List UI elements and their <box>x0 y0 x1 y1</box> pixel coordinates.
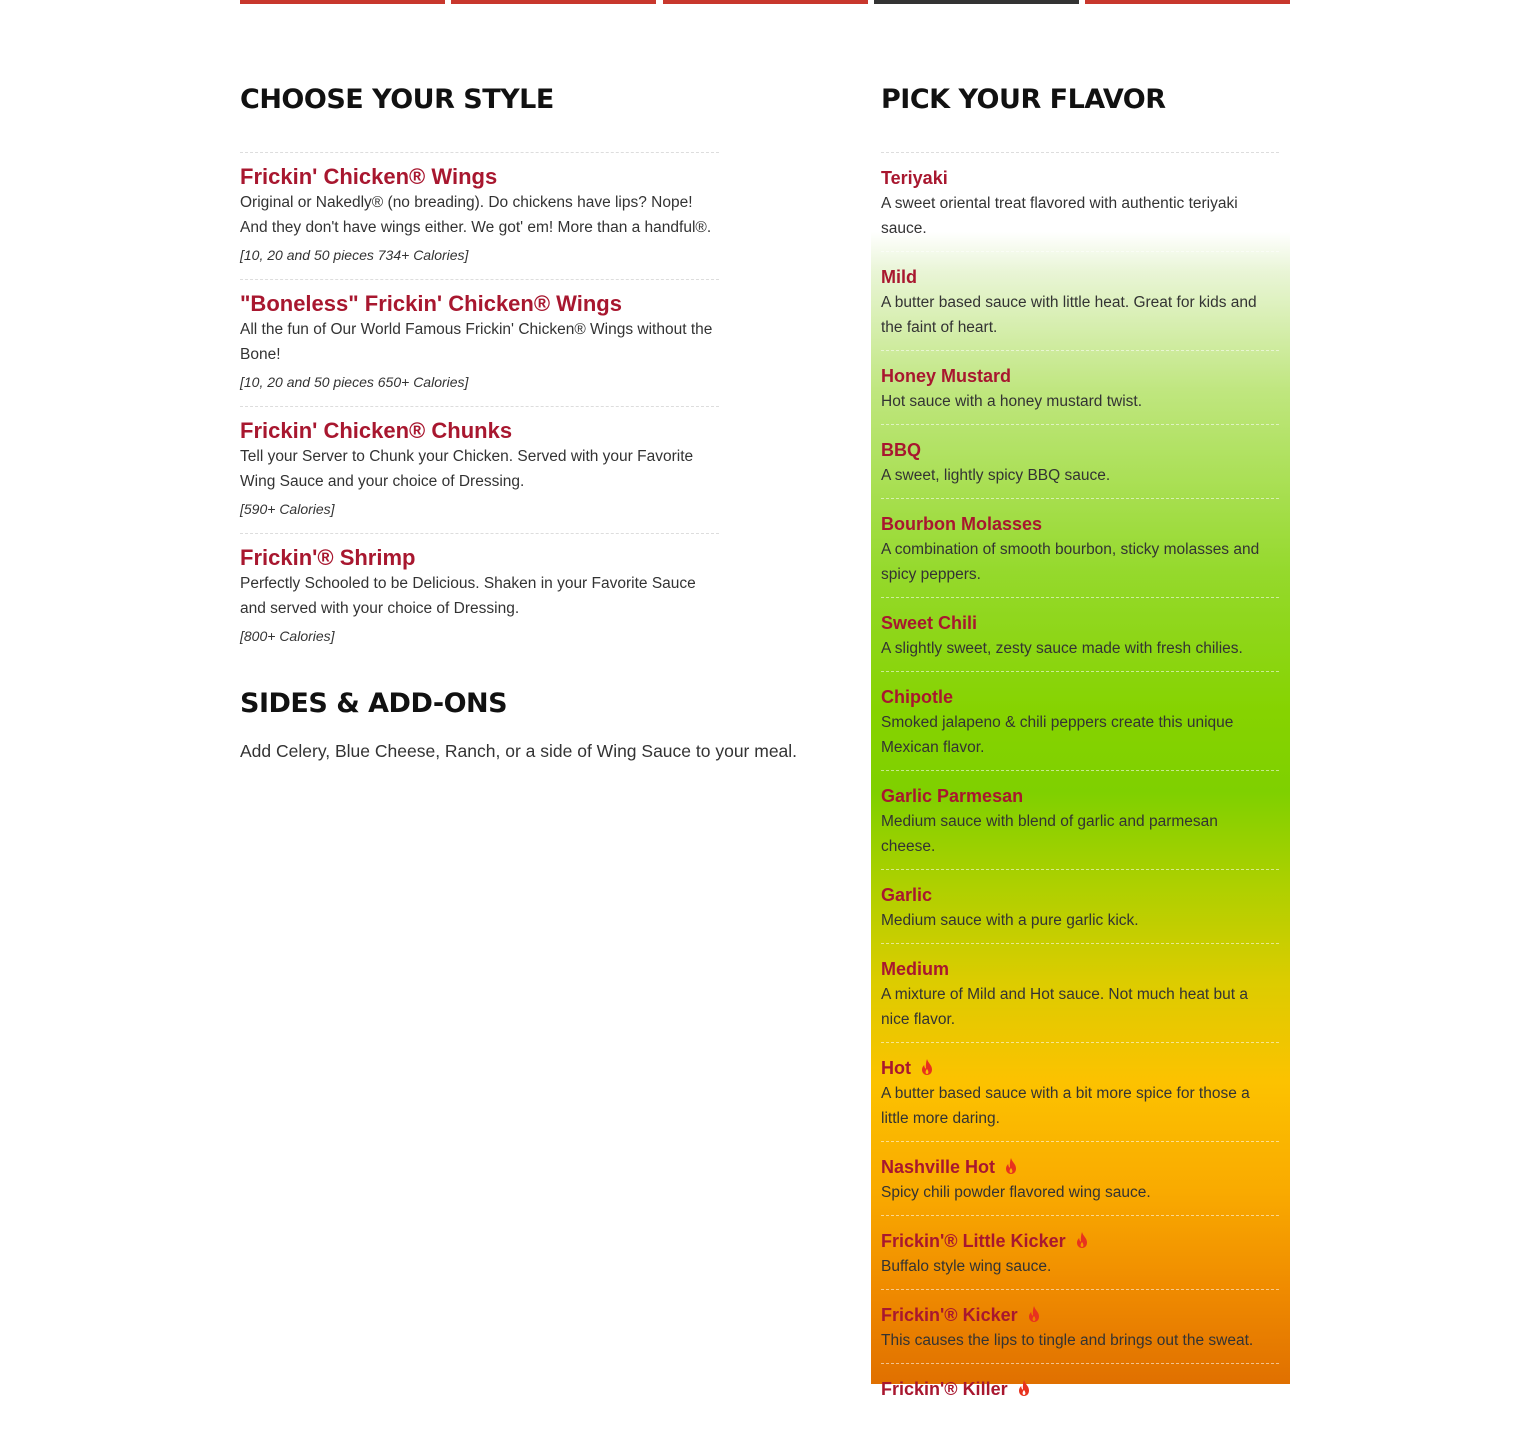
flavor-description: A slightly sweet, zesty sauce made with fresh chilies. <box>881 640 1243 657</box>
tab-4-active[interactable] <box>874 0 1079 4</box>
flavor-item <box>881 671 1279 770</box>
flavor-name <box>881 612 977 634</box>
flavor-heat-gradient-panel <box>871 152 1290 1399</box>
flavor-list <box>881 152 1279 1437</box>
flavor-name <box>881 167 948 189</box>
flavor-description: Buffalo style wing sauce. <box>881 1258 1052 1275</box>
flavor-item <box>881 943 1279 1042</box>
flavor-name <box>881 439 921 461</box>
flavor-name-text: BBQ <box>881 440 921 460</box>
flavor-item <box>881 1215 1279 1289</box>
top-tab-bar <box>240 0 1290 4</box>
flavor-name <box>881 1156 1019 1178</box>
flavor-name <box>881 1304 1042 1326</box>
flavor-name-text: Nashville Hot <box>881 1157 996 1177</box>
tab-3[interactable] <box>663 0 868 4</box>
sides-heading: SIDES & ADD-ONS <box>240 688 508 719</box>
style-name: Frickin' Chicken® Chunks <box>240 418 513 443</box>
flavor-name-text: Frickin'® Kicker <box>881 1305 1018 1325</box>
flavor-description: A combination of smooth bourbon, sticky molasses and spicy peppers. <box>881 541 1260 583</box>
choose-style-heading: CHOOSE YOUR STYLE <box>240 84 554 115</box>
style-calories: [10, 20 and 50 pieces 734+ Calories] <box>240 247 469 263</box>
style-item <box>240 279 719 406</box>
style-calories: [590+ Calories] <box>240 501 335 517</box>
style-description: Tell your Server to Chunk your Chicken. Served with your Favorite Wing Sauce and your choice of Dressing. <box>240 448 694 490</box>
style-calories: [10, 20 and 50 pieces 650+ Calories] <box>240 374 469 390</box>
style-description: Original or Nakedly® (no breading). Do chickens have lips? Nope! And they don't have wings either. We got' em! More than a handful®. <box>240 194 712 236</box>
flavor-name-text: Garlic Parmesan <box>881 786 1024 806</box>
flavor-description: This causes the lips to tingle and brings out the sweat. <box>881 1332 1254 1349</box>
flavor-name <box>881 1230 1090 1252</box>
style-item <box>240 533 719 660</box>
flavor-name-text: Hot <box>881 1058 911 1078</box>
flame-icon <box>1003 1157 1019 1175</box>
flavor-name-text: Frickin'® Little Kicker <box>881 1231 1066 1251</box>
sides-description: Add Celery, Blue Cheese, Ranch, or a side of Wing Sauce to your meal. <box>240 741 798 761</box>
flavor-name-text: Bourbon Molasses <box>881 514 1043 534</box>
flame-icon <box>1016 1379 1032 1397</box>
flavor-item <box>881 597 1279 671</box>
flavor-item <box>881 869 1279 943</box>
flavor-name-text: Mild <box>881 267 917 287</box>
flavor-name-text: Medium <box>881 959 950 979</box>
flavor-name-text: Chipotle <box>881 687 953 707</box>
flavor-name <box>881 1378 1032 1400</box>
flavor-name-text: Garlic <box>881 885 933 905</box>
flavor-description: Smoked jalapeno & chili peppers create this unique Mexican flavor. <box>881 714 1234 756</box>
style-item <box>240 406 719 533</box>
style-item <box>240 152 719 279</box>
style-list <box>240 152 719 660</box>
flavor-description: A mixture of Mild and Hot sauce. Not much heat but a nice flavor. <box>881 986 1249 1028</box>
flavor-description: A sweet, lightly spicy BBQ sauce. <box>881 467 1111 484</box>
style-calories: [800+ Calories] <box>240 628 335 644</box>
flame-icon <box>1074 1231 1090 1249</box>
style-name: Frickin' Chicken® Wings <box>240 164 498 189</box>
style-description: Perfectly Schooled to be Delicious. Shaken in your Favorite Sauce and served with your choice of Dressing. <box>240 575 696 617</box>
tab-1[interactable] <box>240 0 445 4</box>
flavor-name <box>881 958 949 980</box>
flavor-name <box>881 513 1042 535</box>
pick-flavor-heading: PICK YOUR FLAVOR <box>881 84 1166 115</box>
flavor-item <box>881 1141 1279 1215</box>
flavor-name <box>881 686 953 708</box>
flavor-name-text: Frickin'® Killer <box>881 1379 1008 1399</box>
flavor-name-text: Teriyaki <box>881 168 948 188</box>
flavor-name <box>881 884 932 906</box>
flavor-item <box>881 350 1279 424</box>
style-name: Frickin'® Shrimp <box>240 545 416 570</box>
flavor-item <box>881 251 1279 350</box>
flavor-name <box>881 266 917 288</box>
style-description: All the fun of Our World Famous Frickin' Chicken® Wings without the Bone! <box>240 321 713 363</box>
flavor-description: A sweet oriental treat flavored with authentic teriyaki sauce. <box>881 195 1238 237</box>
flavor-item <box>881 1289 1279 1363</box>
flavor-description: Medium sauce with blend of garlic and parmesan cheese. <box>881 813 1218 855</box>
flavor-name-text: Sweet Chili <box>881 613 978 633</box>
flavor-description: A butter based sauce with little heat. Great for kids and the faint of heart. <box>881 294 1257 336</box>
flavor-name-text: Honey Mustard <box>881 366 1012 386</box>
flame-icon <box>919 1058 935 1076</box>
flavor-description: A butter based sauce with a bit more spice for those a little more daring. <box>881 1085 1250 1127</box>
tab-5[interactable] <box>1085 0 1290 4</box>
flavor-item <box>881 424 1279 498</box>
flavor-description: Medium sauce with a pure garlic kick. <box>881 912 1139 929</box>
flavor-description: Spicy chili powder flavored wing sauce. <box>881 1184 1151 1201</box>
flavor-name <box>881 365 1011 387</box>
flame-icon <box>1026 1305 1042 1323</box>
flavor-item <box>881 1042 1279 1141</box>
tab-2[interactable] <box>451 0 656 4</box>
style-name: "Boneless" Frickin' Chicken® Wings <box>240 291 622 316</box>
flavor-item <box>881 498 1279 597</box>
flavor-description: Hot sauce with a honey mustard twist. <box>881 393 1143 410</box>
flavor-item <box>881 770 1279 869</box>
flavor-name <box>881 1057 935 1079</box>
flavor-item <box>881 1363 1279 1437</box>
flavor-name <box>881 785 1023 807</box>
flavor-item <box>881 152 1279 251</box>
